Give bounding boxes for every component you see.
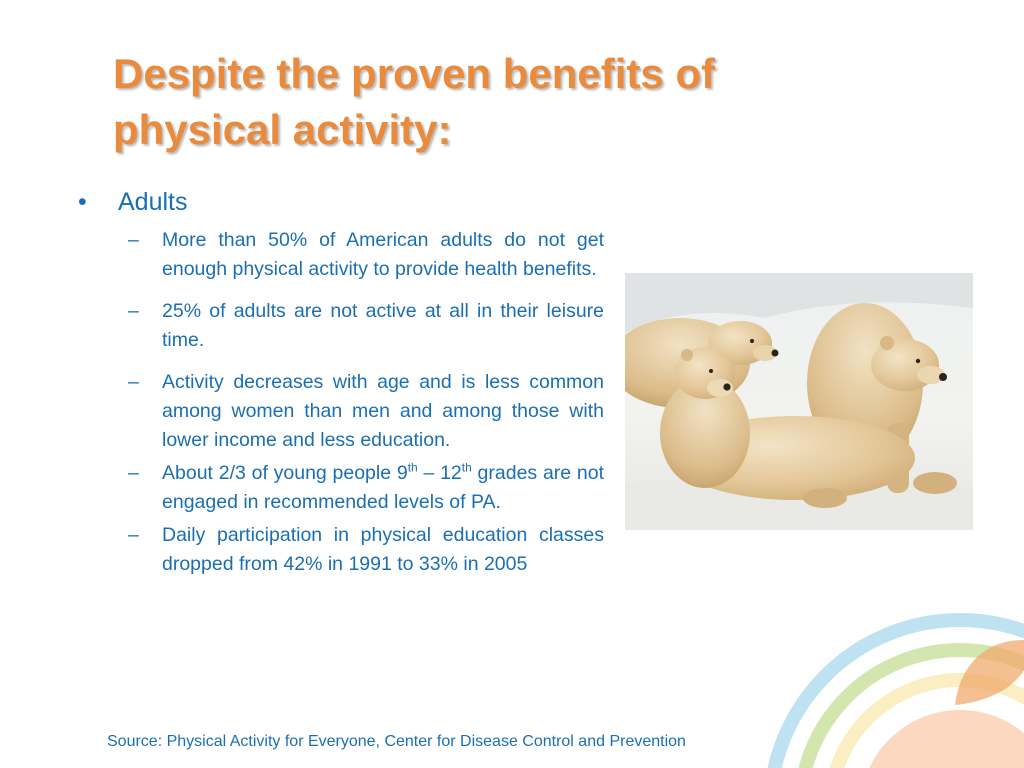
superscript-th: th	[461, 460, 472, 475]
superscript-th: th	[407, 460, 418, 475]
dash-marker: –	[128, 462, 139, 484]
bear-lying-ear	[681, 349, 693, 361]
subpoint-not-active	[128, 297, 604, 355]
subpoint-daily-participation	[128, 521, 604, 579]
subpoint-adults-50-percent	[128, 226, 604, 284]
subpoint-text: 25% of adults are not active at all in their leisure time.	[162, 300, 604, 351]
bear-back-eye	[750, 339, 754, 343]
dash-marker: –	[128, 371, 139, 393]
bear-lying-paw	[913, 472, 957, 494]
bear-lying-eye	[709, 369, 713, 373]
subpoint-text-c: grades are not engaged in recommended levels of PA.	[162, 462, 605, 513]
subpoint-text-b: – 12	[417, 462, 462, 484]
subpoint-text: Daily participation in physical education classes dropped from 42% in 1991 to 33% in 2005	[162, 524, 604, 575]
dash-marker: –	[128, 229, 139, 251]
subpoint-text-a: About 2/3 of young people 9	[162, 462, 408, 484]
bullet-marker: •	[78, 188, 87, 216]
bear-standing-nose	[939, 373, 947, 381]
bullet-label: Adults	[118, 188, 188, 216]
dash-marker: –	[128, 300, 139, 322]
slide-title: Despite the proven benefits of physical activity:	[113, 50, 716, 153]
polar-bears-photo	[625, 273, 973, 530]
bullet-adults	[78, 186, 187, 218]
dash-marker: –	[128, 524, 139, 546]
subpoint-text: More than 50% of American adults do not get enough physical activity to provide health benefits.	[162, 229, 604, 280]
bear-lying-nose	[723, 383, 730, 390]
source-citation: Source: Physical Activity for Everyone, Center for Disease Control and Prevention	[107, 733, 686, 750]
subpoint-young-people	[128, 459, 604, 517]
bear-back-nose	[772, 350, 779, 357]
bear-standing-ear	[880, 336, 894, 350]
arc-peach-fill	[860, 710, 1024, 768]
bear-lying-paw	[803, 488, 847, 508]
subpoint-list	[128, 226, 604, 579]
subpoint-activity-decreases	[128, 368, 604, 455]
bear-standing-eye	[916, 359, 920, 363]
subpoint-text: Activity decreases with age and is less common among women than men and among those with lower income and less education.	[162, 371, 604, 451]
